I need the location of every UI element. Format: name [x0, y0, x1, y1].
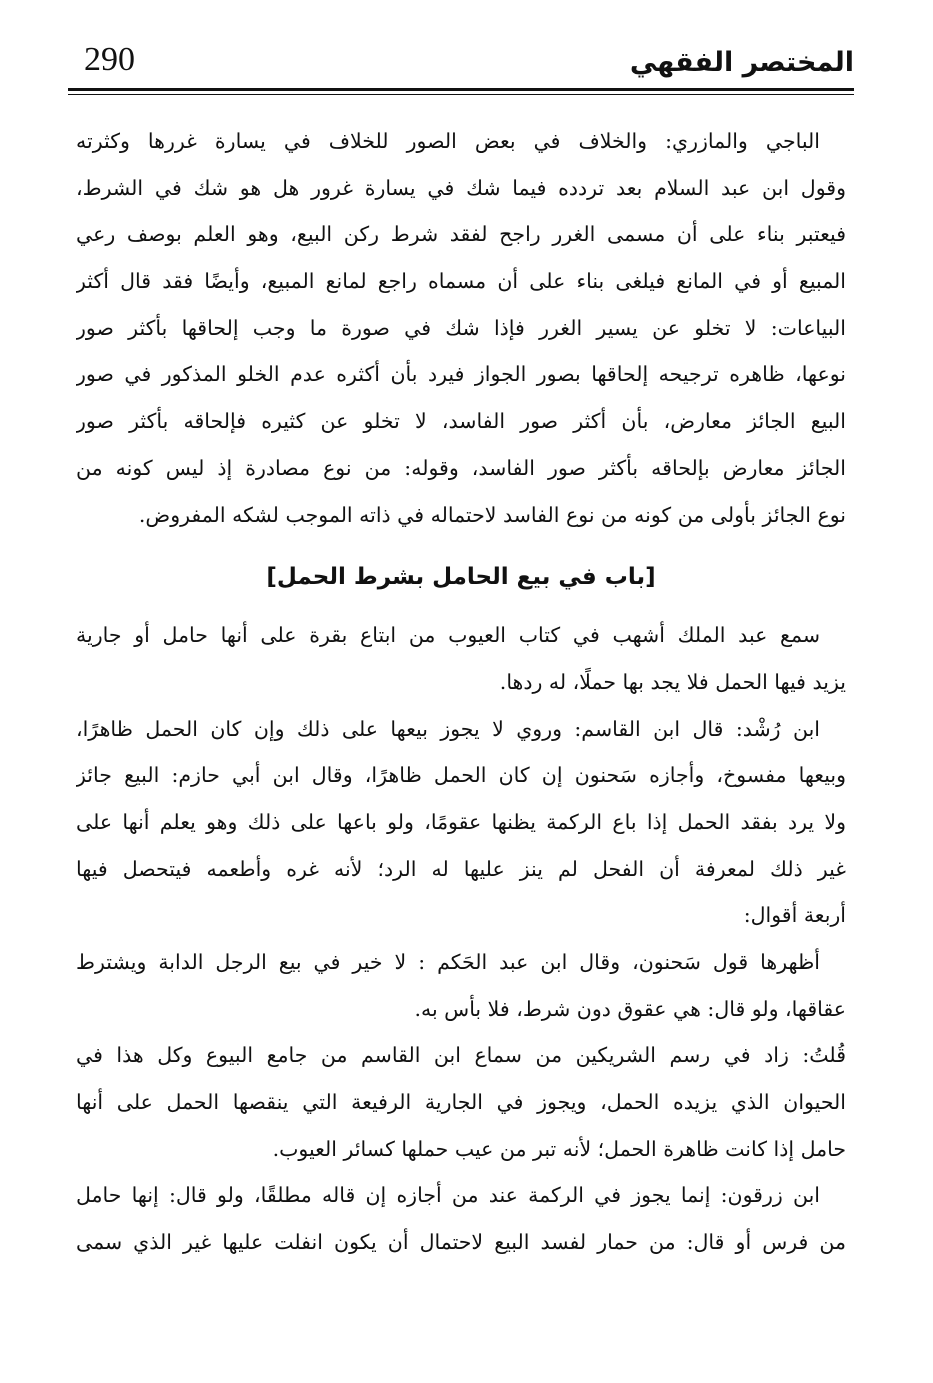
header-rule [68, 88, 854, 91]
text-line: المبيع أو في المانع فيلغى بناء على أن مسماه راجع لمانع المبيع، وأيضًا فقد قال أكثر [76, 269, 846, 294]
page-number: 290 [84, 41, 135, 78]
text-line: قُلتُ: زاد في رسم الشريكين من سماع ابن القاسم من جامع البيوع وكل هذا في [76, 1043, 846, 1068]
text-line: ابن رُشْد: قال ابن القاسم: وروي لا يجوز بيعها على ذلك وإن كان الحمل ظاهرًا، [76, 716, 820, 741]
text-line: وقول ابن عبد السلام بعد تردده فيما شك في يسارة غرور هل هو شك في الشرط، [76, 175, 846, 200]
text-line: نوع الجائز بأولى من كونه من نوع الفاسد لاحتماله في ذاته الموجب لشكه المفروض. [138, 502, 846, 527]
text-line: نوعها، ظاهره ترجيحه إلحاقها بصور الجواز فيرد بأن أكثره عدم الخلو المذكور في صور [76, 362, 846, 387]
text-line: حامل إذا كانت ظاهرة الحمل؛ لأنه تبر من عيب حملها كسائر العيوب. [272, 1136, 846, 1161]
text-line: من فرس أو قال: من حمار لفسد البيع لاحتمال أن يكون انفلت عليها غير الذي سمى [76, 1230, 846, 1255]
text-line: سمع عبد الملك أشهب في كتاب العيوب من ابتاع بقرة على أنها حامل أو جارية [76, 623, 820, 648]
text-line: عقاقها، ولو قال: هي عقوق دون شرط، فلا بأس به. [414, 996, 846, 1021]
text-line: الباجي والمازري: والخلاف في بعض الصور للخلاف في يسارة غررها وكثرته [76, 129, 820, 153]
text-line: وبيعها مفسوخ، وأجازه سَحنون إن كان الحمل ظاهرًا، وقال ابن أبي حازم: البيع جائز [76, 763, 846, 788]
header-rule-thin [68, 94, 854, 95]
text-line: الجائز معارض بإلحاقه بأكثر صور الفاسد، وقوله: من نوع مصادرة إذ ليس كونه من [76, 455, 846, 480]
text-line: البياعات: لا تخلو عن يسير الغرر فإذا شك في صورة ما وجب إلحاقها بأكثر صور [76, 315, 846, 340]
running-title: المختصر الفقهي [629, 47, 854, 78]
text-line: أربعة أقوال: [743, 903, 846, 928]
text-line: ولا يرد بفقد الحمل إذا باع الركمة يظنها عقومًا، ولو باعها على ذلك وهو يعلم أنها على [76, 809, 846, 834]
text-line: فيعتبر بناء على أن مسمى الغرر راجح لفقد شرط ركن البيع، وهو العلم بوصف رعي [76, 222, 846, 247]
text-line: البيع الجائز معارض، بأن أكثر صور الفاسد، لا تخلو عن كثيره فإلحاقه بأكثر صور [76, 409, 846, 434]
section-heading: [باب في بيع الحامل بشرط الحمل] [266, 564, 656, 591]
text-line: يزيد فيها الحمل فلا يجد بها حملًا، له ردها. [499, 669, 846, 694]
text-line: الحيوان الذي يزيده الحمل، ويجوز في الجارية الرفيعة التي ينقصها الحمل على أنها [76, 1090, 846, 1115]
page-header [68, 38, 854, 88]
page-body [76, 118, 846, 1266]
text-line: ابن زرقون: إنما يجوز في الركمة عند من أجازه إن قاله مطلقًا، ولو قال: إنها حامل [76, 1183, 820, 1208]
text-line: غير ذلك لمعرفة أن الفحل لم ينز عليها له الرد؛ لأنه غره وأطعمه فيتحصل فيها [76, 856, 846, 881]
text-line: أظهرها قول سَحنون، وقال ابن عبد الحَكم : لا خير في بيع الرجل الدابة ويشترط [76, 950, 820, 974]
